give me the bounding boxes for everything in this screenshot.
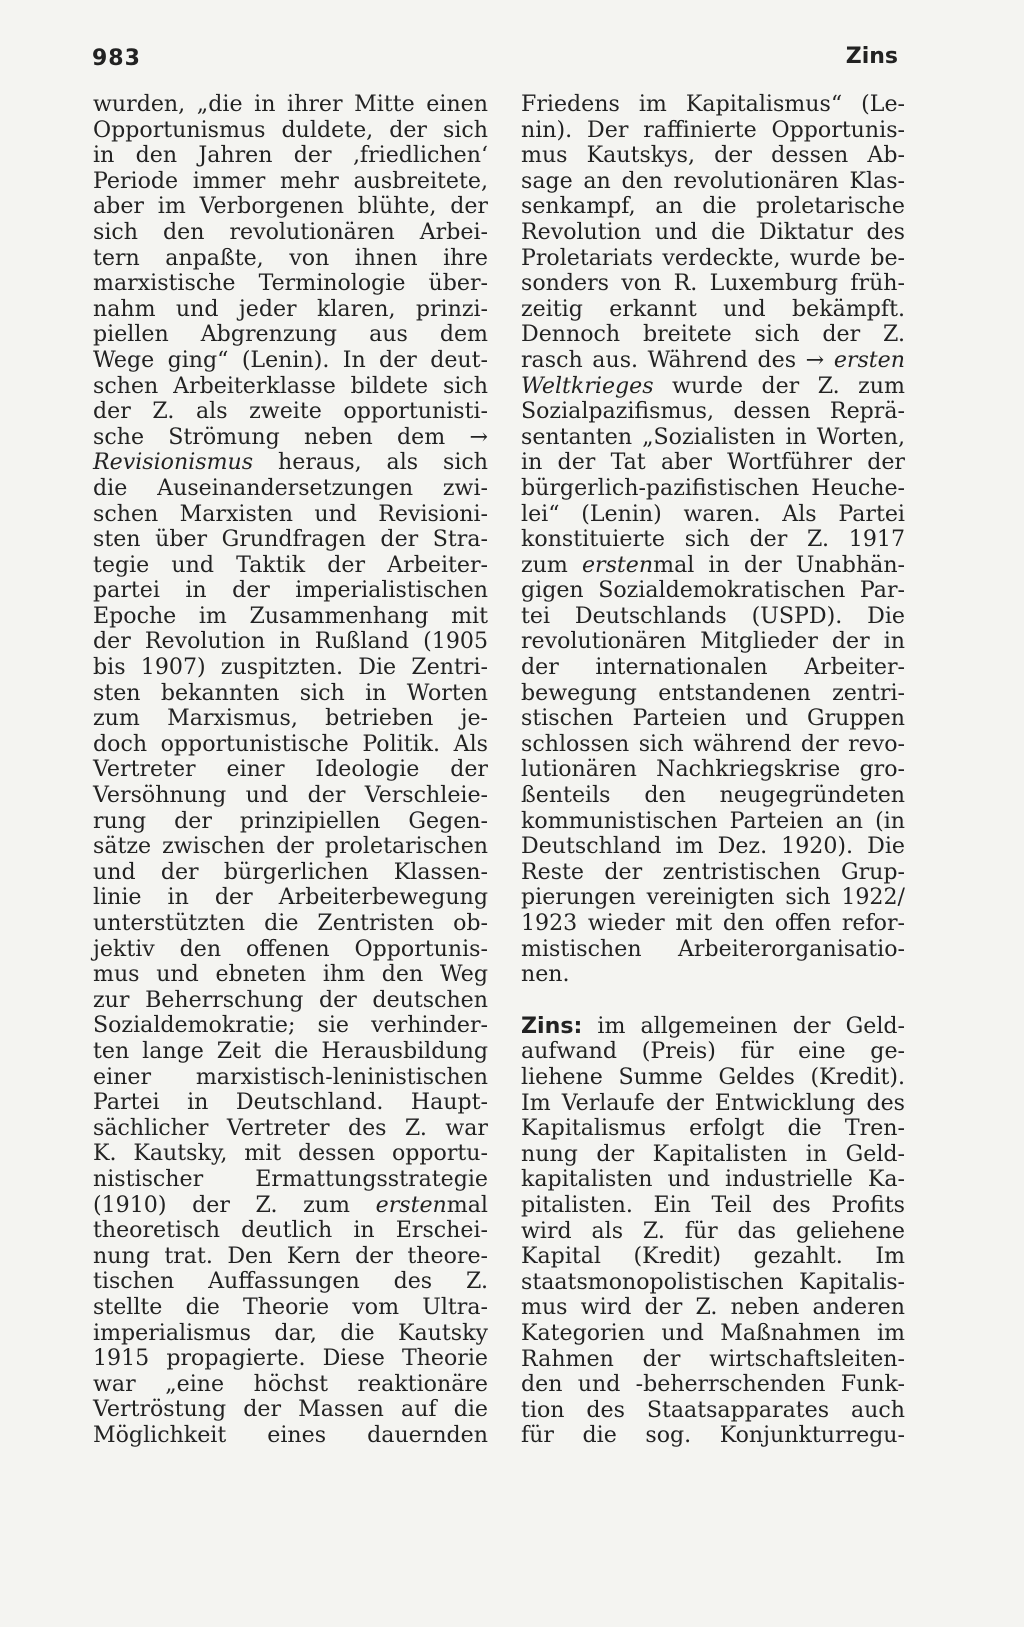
entry-first-line-text: im allgemeinen der Geld- (582, 1012, 905, 1039)
text-line: sche Strömung neben dem → (93, 423, 488, 450)
text-line: 1923 wieder mit den offen refor- (521, 910, 905, 936)
text-line: nung trat. Den Kern der theore- (93, 1242, 488, 1269)
text-line: in der Tat aber Wortführer der (521, 449, 905, 476)
text-line: rung der prinzipiellen Gegen- (93, 807, 488, 834)
text-line: Möglichkeit eines dauernden (93, 1421, 488, 1448)
text-line: Sozialdemokratie; sie verhinder- (93, 1012, 488, 1039)
text-line: zum erstenmal in der Unabhän- (521, 551, 906, 578)
text-line: unterstützten die Zentristen ob- (93, 910, 488, 936)
text-line: Dennoch breitete sich der Z. (521, 321, 905, 348)
text-line: Vertreter einer Ideologie der (93, 756, 488, 783)
text-line: für die sog. Konjunkturregu- (521, 1422, 905, 1449)
running-head: Zins (845, 44, 898, 69)
text-line: Wege ging“ (Lenin). In der deut- (93, 346, 488, 373)
text-line: ten lange Zeit die Herausbildung (93, 1037, 488, 1064)
text-line: tern anpaßte, von ihnen ihre (93, 244, 488, 271)
text-line: jektiv den offenen Opportunis- (93, 935, 488, 962)
entry-body (521, 1039, 905, 1449)
text-line: die Auseinandersetzungen zwi- (93, 474, 488, 501)
text-line: bewegung entstandenen zentri- (521, 679, 905, 706)
text-line: sten über Grundfragen der Stra- (93, 526, 488, 553)
text-line: Weltkrieges wurde der Z. zum (521, 372, 905, 399)
page-number: 983 (92, 46, 141, 71)
text-line: zeitig erkannt und bekämpft. (521, 295, 905, 322)
text-line: pitalisten. Ein Teil des Profits (521, 1191, 905, 1218)
entry-zins (521, 1014, 905, 1449)
text-line: zum Marxismus, betrieben je- (93, 705, 488, 732)
text-line: lei“ (Lenin) waren. Als Partei (521, 500, 905, 527)
text-line: wird als Z. für das geliehene (521, 1217, 905, 1244)
text-line: Vertröstung der Massen auf die (93, 1396, 488, 1423)
text-line: pierungen vereinigten sich 1922/ (521, 884, 905, 911)
text-line: staatsmonopolistischen Kapitalis- (521, 1268, 905, 1295)
text-line: nen. (521, 961, 570, 988)
text-line: und der bürgerlichen Klassen- (93, 858, 488, 885)
text-line: der Z. als zweite opportunisti- (93, 398, 488, 425)
left-column (93, 92, 488, 1448)
text-line: revolutionären Mitglieder der in (521, 628, 905, 655)
text-line: K. Kautsky, mit dessen opportu- (93, 1140, 488, 1167)
text-line: Kapital (Kredit) gezahlt. Im (521, 1243, 905, 1270)
entry-gap (521, 988, 905, 1014)
text-line: tegie und Taktik der Arbeiter- (93, 551, 488, 578)
text-line: Deutschland im Dez. 1920). Die (521, 833, 905, 860)
text-line: lutionären Nachkriegskrise gro- (521, 756, 905, 783)
text-line: Kategorien und Maßnahmen im (521, 1319, 905, 1346)
text-line: Versöhnung und der Verschleie- (93, 782, 488, 809)
text-line: bis 1907) zuspitzten. Die Zentri- (93, 654, 488, 681)
text-line: mus wird der Z. neben anderen (521, 1294, 905, 1321)
text-line: Opportunismus duldete, der sich (93, 116, 488, 143)
right-column (521, 92, 905, 1449)
text-line: theoretisch deutlich in Erschei- (93, 1217, 488, 1244)
text-line: sätze zwischen der proletarischen (93, 833, 488, 860)
text-line: wurden, „die in ihrer Mitte einen (93, 91, 488, 117)
text-line: Friedens im Kapitalismus“ (Le- (521, 91, 905, 117)
text-line: sich den revolutionären Arbei- (93, 218, 488, 245)
text-line: sonders von R. Luxemburg früh- (521, 270, 905, 297)
text-line: bürgerlich-pazifistischen Heuche- (521, 474, 905, 501)
text-line: linie in der Arbeiterbewegung (93, 884, 488, 911)
text-line: Reste der zentristischen Grup- (521, 858, 905, 885)
text-line: gigen Sozialdemokratischen Par- (521, 577, 905, 604)
text-line: ßenteils den neugegründeten (521, 782, 905, 809)
text-line: piellen Abgrenzung aus dem (93, 321, 488, 348)
text-line: Epoche im Zusammenhang mit (93, 602, 488, 629)
text-line: liehene Summe Geldes (Kredit). (521, 1063, 905, 1090)
text-line: stellte die Theorie vom Ultra- (93, 1293, 488, 1320)
right-column-continuation (521, 92, 905, 988)
text-line: marxistische Terminologie über- (93, 270, 488, 297)
text-line: Partei in Deutschland. Haupt- (93, 1089, 488, 1116)
text-line: in den Jahren der ‚friedlichen‘ (93, 142, 488, 169)
text-line: kommunistischen Parteien an (in (521, 807, 905, 834)
text-line: nin). Der raffinierte Opportunis- (521, 116, 905, 143)
text-line: nistischer Ermattungsstrategie (93, 1165, 488, 1192)
text-line: mus Kautskys, der dessen Ab- (521, 142, 905, 169)
text-line: war „eine höchst reaktionäre (93, 1370, 488, 1397)
text-line: den und -beherrschenden Funk- (521, 1371, 905, 1398)
text-line: (1910) der Z. zum erstenmal (93, 1191, 488, 1218)
text-line: Rahmen der wirtschaftsleiten- (521, 1345, 905, 1372)
text-line: kapitalisten und industrielle Ka- (521, 1166, 905, 1193)
text-line: Revolution und die Diktatur des (521, 218, 905, 245)
text-line: Proletariats verdeckte, wurde be- (521, 244, 905, 271)
text-line: einer marxistisch-leninistischen (93, 1063, 488, 1090)
text-line: sentanten „Sozialisten in Worten, (521, 423, 905, 450)
text-line: sten bekannten sich in Worten (93, 679, 488, 706)
text-line: Revisionismus heraus, als sich (93, 449, 488, 476)
text-line: nahm und jeder klaren, prinzi- (93, 295, 488, 322)
text-line: 1915 propagierte. Diese Theorie (93, 1345, 488, 1372)
entry-headword: Zins: (521, 1012, 583, 1039)
text-line: schen Marxisten und Revisioni- (93, 500, 488, 527)
text-line: mistischen Arbeiterorganisatio- (521, 935, 905, 962)
text-line: tei Deutschlands (USPD). Die (521, 602, 905, 629)
text-line: aber im Verborgenen blühte, der (93, 193, 488, 220)
text-line: sage an den revolutionären Klas- (521, 167, 905, 194)
text-line: Periode immer mehr ausbreitete, (93, 167, 488, 194)
text-line: imperialismus dar, die Kautsky (93, 1319, 488, 1346)
text-line: tischen Auffassungen des Z. (93, 1268, 488, 1295)
text-line: mus und ebneten ihm den Weg (93, 961, 488, 988)
text-line: schlossen sich während der revo- (521, 730, 905, 757)
text-line: partei in der imperialistischen (93, 577, 488, 604)
text-line: aufwand (Preis) für eine ge- (521, 1038, 905, 1065)
text-line: Kapitalismus erfolgt die Tren- (521, 1115, 905, 1142)
text-line: rasch aus. Während des → ersten (521, 346, 905, 373)
text-line: senkampf, an die proletarische (521, 193, 905, 220)
text-line: nung der Kapitalisten in Geld- (521, 1140, 905, 1167)
text-line: doch opportunistische Politik. Als (93, 730, 488, 757)
text-line: sächlicher Vertreter des Z. war (93, 1114, 488, 1141)
text-line: zur Beherrschung der deutschen (93, 986, 488, 1013)
text-line: tion des Staatsapparates auch (521, 1396, 905, 1423)
text-line: konstituierte sich der Z. 1917 (521, 526, 905, 553)
text-line: Sozialpazifismus, dessen Reprä- (521, 398, 905, 425)
entry-first-line (521, 1014, 905, 1040)
text-line: Im Verlaufe der Entwicklung des (521, 1089, 905, 1116)
text-line: der internationalen Arbeiter- (521, 654, 905, 681)
text-line: stischen Parteien und Gruppen (521, 705, 905, 732)
text-line: schen Arbeiterklasse bildete sich (93, 372, 488, 399)
text-line: der Revolution in Rußland (1905 (93, 628, 488, 655)
